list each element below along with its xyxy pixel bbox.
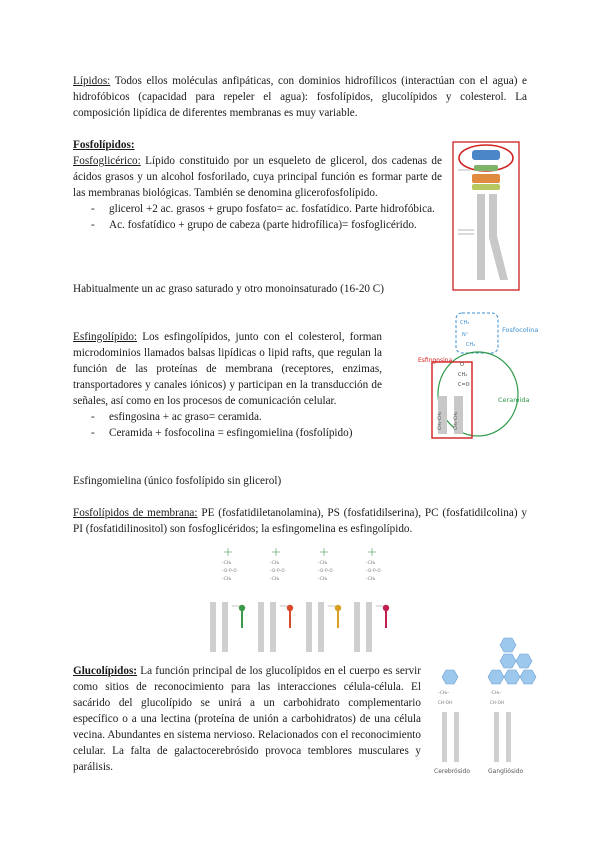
list-item: - glicerol +2 ac. grasos + grupo fosfato= ac. fosfatídico. Parte hidrofóbica. [73, 201, 442, 217]
intro-paragraph [73, 73, 527, 121]
cerebrosido-label: Cerebrósido [434, 768, 470, 775]
fosfoglicerico-list [73, 201, 442, 233]
glycerophospholipid-figure [450, 140, 522, 292]
glucolipidos-text: La función principal de los glucolípidos en el cuerpo es servir como sitios de reconocimiento para las interacciones célula-célula. El sacárido del glucolípido se unirá a un carbohidrato complementario específico o a una lectina (proteína de unión a carbohidratos) de una célula vecina. Abundantes en sistema nervioso. Relacionados con el reconocimiento celular. La falta de galactocerebrósido provoca temblores musculares y parálisis. [73, 665, 421, 773]
glycolipids-figure [432, 636, 544, 776]
svg-text:–CH₂: –CH₂ [270, 576, 280, 581]
fosfoglicerico-text: Lípido constituido por un esqueleto de glicerol, dos cadenas de ácidos grasos y un alcohol fosforilado, cuya principal función es formar parte de las membranas biológicas. También se denomina glicerofosfolípido. [73, 155, 442, 199]
esfingolipido-paragraph [73, 329, 382, 441]
glucolipidos-paragraph [73, 663, 421, 775]
svg-text:–O–P–O: –O–P–O [366, 568, 381, 573]
list-item: - Ac. fosfatídico + grupo de cabeza (parte hidrofílica)= fosfoglicérido. [73, 217, 442, 233]
svg-text:CH₂-CH₂: CH₂-CH₂ [438, 411, 443, 430]
svg-text:–CH₂–: –CH₂– [438, 690, 450, 695]
fosfolipidos-heading: Fosfolípidos: [73, 139, 135, 151]
list-item: - Ceramida + fosfocolina = esfingomielina (fosfolípido) [73, 425, 382, 441]
svg-text:–CH₂: –CH₂ [366, 560, 376, 565]
sphingomyelin-figure [418, 310, 539, 440]
svg-text:–CH₂: –CH₂ [222, 560, 232, 565]
svg-text:–O–P–O: –O–P–O [318, 568, 333, 573]
svg-text:CH–OH: CH–OH [438, 700, 452, 705]
esfingolipido-list [73, 409, 382, 441]
membrana-text: PE (fosfatidiletanolamina), PS (fosfatidilserina), PC (fosfatidilcolina) y PI (fosfatidilinositol) son fosfoglicéridos; la esfingomelina es esfingolípido. [73, 507, 527, 535]
esfingosina-label: Esfingosina [418, 357, 453, 364]
svg-text:C=O: C=O [458, 382, 470, 388]
ceramida-label: Ceramida [498, 396, 530, 404]
svg-text:O: O [460, 362, 464, 368]
fosfoglicerico-heading: Fosfoglicérico: [73, 155, 141, 167]
svg-text:CH₂: CH₂ [458, 372, 468, 378]
svg-text:–CH₂: –CH₂ [270, 560, 280, 565]
list-item: - esfingosina + ac graso= ceramida. [73, 409, 382, 425]
intro-heading: Lípidos: [73, 75, 111, 87]
svg-text:CH₃: CH₃ [460, 320, 470, 326]
svg-text:–CH₂: –CH₂ [222, 576, 232, 581]
svg-text:–O–P–O: –O–P–O [270, 568, 285, 573]
svg-text:CH₂-CH₂: CH₂-CH₂ [454, 411, 459, 430]
intro-text: Todos ellos moléculas anfipáticas, con dominios hidrofílicos (interactúan con el agua) e hidrofóbicos (capacidad para repeler el agua): fosfolípidos, glucolípidos y colesterol. La composición lipídica de diferentes membranas es muy variable. [73, 75, 527, 119]
membrana-heading: Fosfolípidos de membrana: [73, 507, 198, 519]
esfingomielina-note: Esfingomielina (único fosfolípido sin glicerol) [73, 475, 282, 487]
membrane-phospholipids-figure [208, 546, 408, 654]
svg-text:–CH₂–: –CH₂– [490, 690, 502, 695]
svg-text:–CH₂: –CH₂ [366, 576, 376, 581]
glucolipidos-heading: Glucolípidos: [73, 665, 138, 677]
membrana-paragraph [73, 505, 527, 537]
svg-text:–CH₂: –CH₂ [318, 560, 328, 565]
fosfocolina-label: Fosfocolina [502, 326, 539, 334]
esfingolipido-text: Los esfingolípidos, junto con el colesterol, forman microdominios llamados balsas lipídicas o lipid rafts, que regulan la función de las proteínas de membrana (receptores, enzimas, transportadores y canales iónicos) y participan en la transducción de señales, así como en los procesos de comunicación celular. [73, 331, 382, 407]
svg-text:–CH₂: –CH₂ [318, 576, 328, 581]
svg-text:–O–P–O: –O–P–O [222, 568, 237, 573]
svg-text:N⁺: N⁺ [462, 332, 469, 338]
svg-text:CH₂: CH₂ [466, 342, 476, 348]
svg-text:CH–OH: CH–OH [490, 700, 504, 705]
gangliosido-label: Gangliósido [488, 768, 524, 775]
esfingolipido-heading: Esfingolípido: [73, 331, 138, 343]
fosfoglicerico-paragraph [73, 153, 442, 233]
fosfolipidos-note: Habitualmente un ac graso saturado y otro monoinsaturado (16-20 C) [73, 283, 384, 295]
